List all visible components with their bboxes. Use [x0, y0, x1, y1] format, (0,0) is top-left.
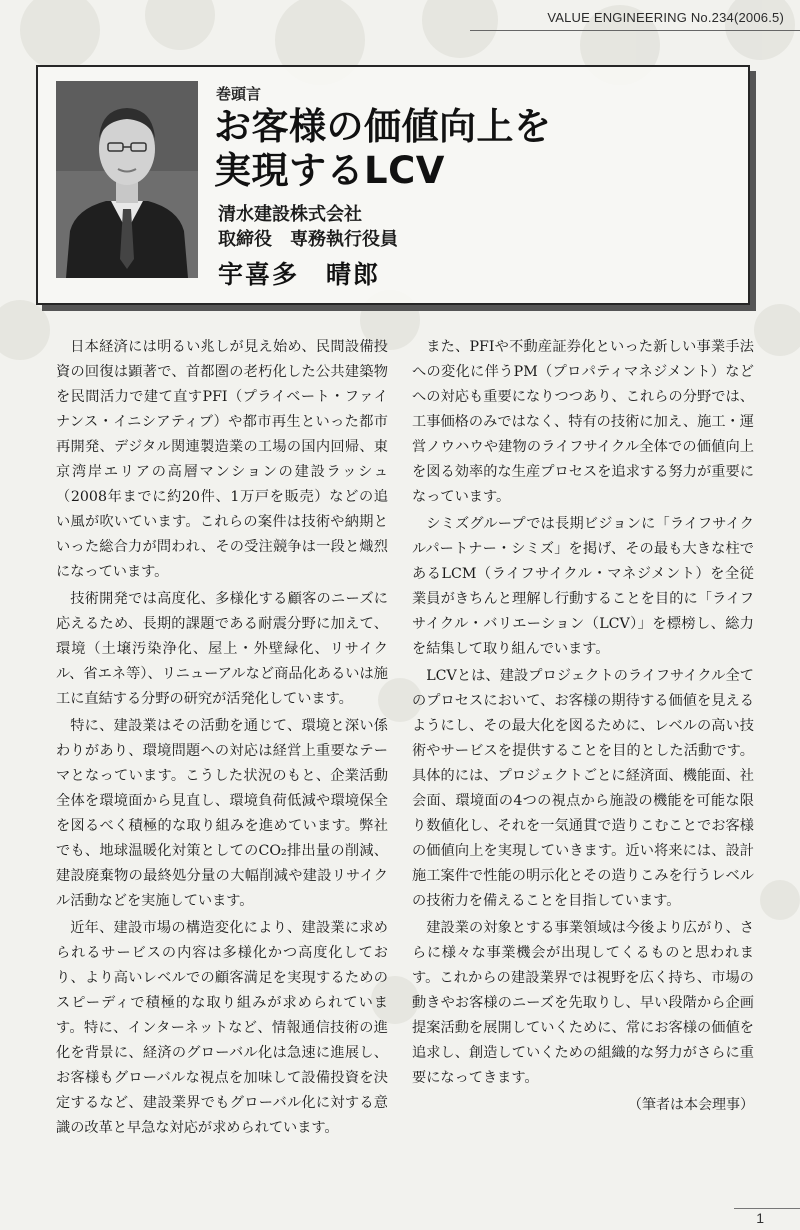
body-column-right	[412, 335, 754, 1118]
page-number: 1	[756, 1210, 764, 1226]
footer-rule	[734, 1208, 800, 1209]
journal-header: VALUE ENGINEERING No.234(2006.5)	[547, 10, 784, 25]
header-rule	[470, 30, 800, 31]
paragraph: また、PFIや不動産証券化といった新しい事業手法への変化に伴うPM（プロパティマネジメント）などへの対応も重要になりつつあり、これらの分野では、工事価格のみではなく、特有の技術に加え、施工・運営ノウハウや建物のライフサイクル全体での価値向上を図る効率的な生産プロセスを追求する努力が重要になっています。	[412, 339, 754, 505]
paragraph: 日本経済には明るい兆しが見え始め、民間設備投資の回復は顕著で、首都圏の老朽化した公共建築物を民間活力で建て直すPFI（プライベート・ファイナンス・イニシアティブ）や都市再生といった都市再開発、デジタル関連製造業の工場の国内回帰、東京湾岸エリアの高層マンションの建設ラッシュ（2008年までに約20件、1万戸を販売）などの追い風が吹いています。これらの案件は技術や納期といった総合力が問われ、その受注競争は一段と熾烈になっています。	[56, 339, 388, 580]
author-note: （筆者は本会理事）	[628, 1097, 754, 1113]
paragraph: 特に、建設業はその活動を通じて、環境と深い係わりがあり、環境問題への対応は経営上重要なテーマとなっています。こうした状況のもと、企業活動全体を環境面から見直し、環境負荷低減や環境保全を図るべく積極的な取り組みを進めています。弊社でも、地球温暖化対策としてのCO₂排出量の削減、建設廃棄物の最終処分量の大幅削減や建設リサイクル活動などを実施しています。	[56, 718, 388, 909]
author-position: 取締役 専務執行役員	[218, 229, 398, 250]
series-label: 巻頭言	[216, 85, 262, 103]
title-line-2: 実現するLCV	[214, 149, 445, 192]
paragraph: LCVとは、建設プロジェクトのライフサイクル全てのプロセスにおいて、お客様の期待する価値を見えるようにし、その最大化を図るために、レベルの高い技術やサービスを提供することを目的とした活動です。具体的には、プロジェクトごとに経済面、機能面、社会面、環境面の4つの視点から施設の機能を可能な限り数値化し、それを一気通貫で造りこむことでお客様の価値向上を実現していきます。近い将来には、設計施工案件で性能の明示化とその造りこみを行うレベルの技術力を備えることを目指しています。	[412, 668, 754, 909]
article-title	[214, 105, 552, 193]
title-line-1: お客様の価値向上を	[214, 105, 552, 148]
author-portrait	[56, 81, 198, 278]
paragraph: 技術開発では高度化、多様化する顧客のニーズに応えるため、長期的課題である耐震分野に加えて、環境（土壌汚染浄化、屋上・外壁緑化、リサイクル、省エネ等）、リニューアルなど商品化あるいは施工に直結する分野の研究が活発化しています。	[56, 591, 388, 707]
author-company: 清水建設株式会社	[218, 204, 362, 225]
paragraph: 近年、建設市場の構造変化により、建設業に求められるサービスの内容は多様化かつ高度化しており、より高いレベルでの顧客満足を実現するためのスピーディで積極的な取り組みが求められています。特に、インターネットなど、情報通信技術の進化を背景に、経済のグローバル化は急速に進展し、お客様もグローバルな視点を加味して設備投資を決定するなど、建設業界でもグローバル化に対する意識の改革と早急な対応が求められています。	[56, 920, 388, 1136]
body-column-left	[56, 335, 388, 1143]
paragraph: 建設業の対象とする事業領域は今後より広がり、さらに様々な事業機会が出現してくるものと思われます。これからの建設業界では視野を広く持ち、市場の動きやお客様のニーズを先取りし、早い段階から企画提案活動を展開していくために、常にお客様の価値を追求し、創造していくための組織的な努力がさらに重要になってきます。	[412, 920, 754, 1086]
paragraph: シミズグループでは長期ビジョンに「ライフサイクルパートナー・シミズ」を掲げ、その最も大きな柱であるLCM（ライフサイクル・マネジメント）を全従業員がきちんと理解し行動することを目的に「ライフサイクル・バリエーション（LCV）」を標榜し、総力を結集して取り組んでいます。	[412, 516, 754, 657]
author-name: 宇喜多 晴郎	[218, 260, 381, 289]
article-header	[36, 65, 750, 305]
